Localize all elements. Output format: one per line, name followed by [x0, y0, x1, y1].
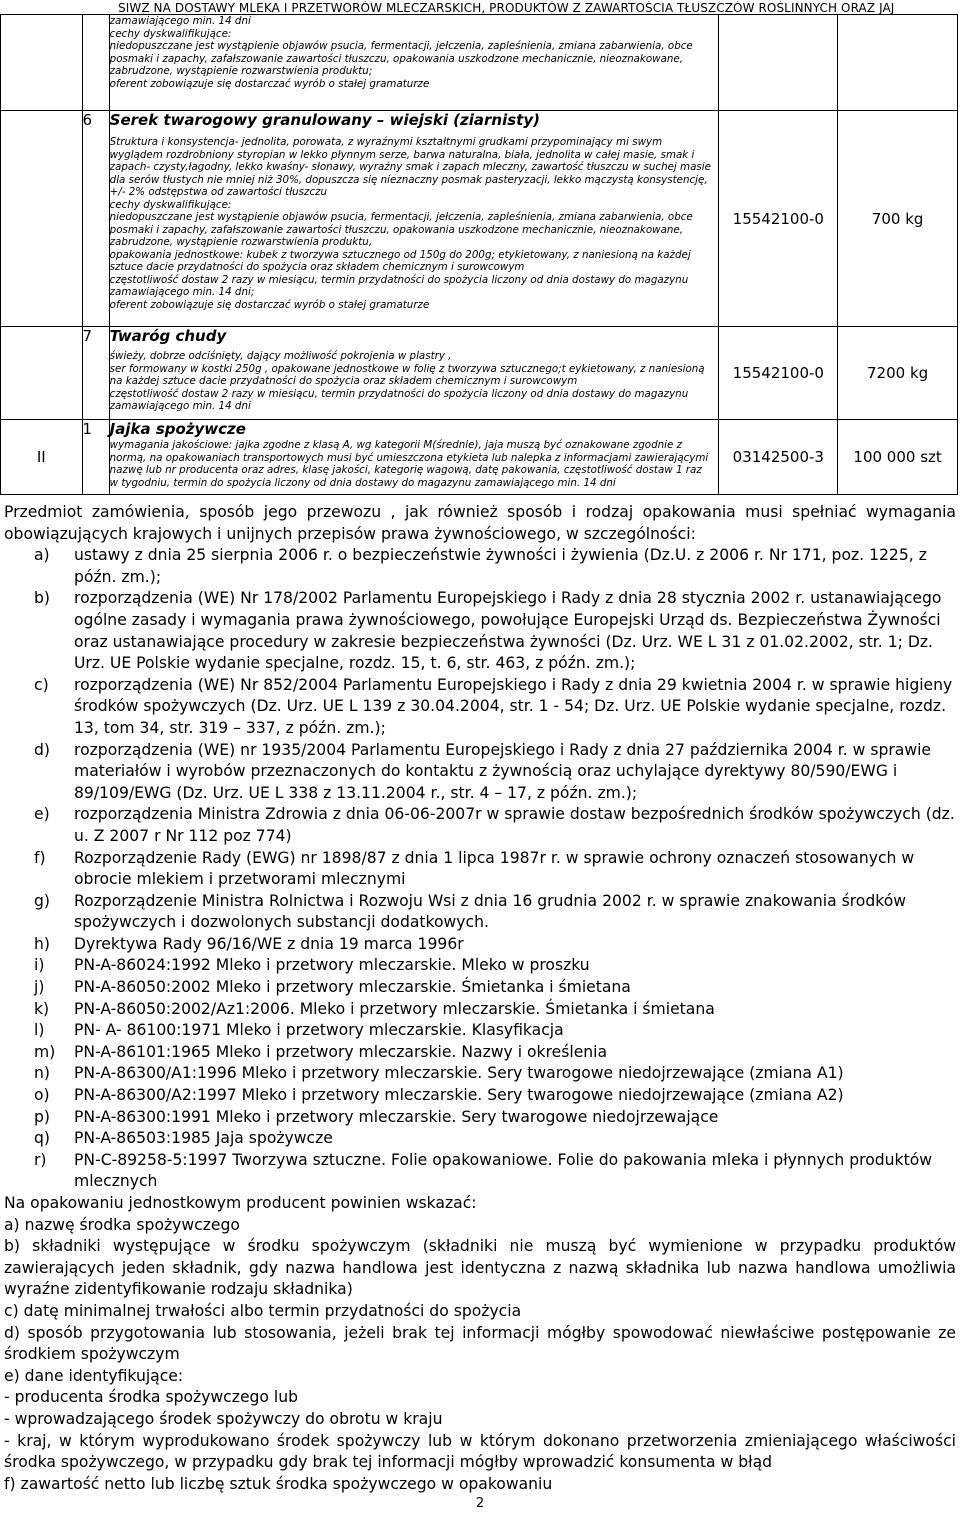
item-number: 1	[82, 420, 109, 495]
table-row	[1, 15, 958, 111]
item-description: Serek twarogowy granulowany – wiejski (ziarnisty) Struktura i konsystencja- jednolita, porowata, z wyraźnymi kształtnymi grudkami przypominający mi swym wyglądem rozdrobniony styropian w lekko płynnym serze, barwa naturalna, biała, jednolita w całej masie, smak i zapach- czysty,łagodny, lekko kwaśny- słonawy, wyraźny smak i zapach mleczny, zawartość tłuszczu w suchej masie dla serów tłustych nie mniej niż 30%, dopuszcza się nieznaczny posmak pasteryzacji, lekko mączystą konsystencję, +/- 2% odstępstwa od zawartości tłuszczu cechy dyskwalifikujące: niedopuszczane jest wystąpienie objawów psucia, fermentacji, jełczenia, zapleśnienia, zmiana zabarwienia, obce posmaki i zapachy, zafałszowanie zawartości tłuszczu, opakowania uszkodzone mechanicznie, nieoznakowane, zabrudzone, wystąpienie rozwarstwienia produktu, opakowania jednostkowe: kubek z tworzywa sztucznego od 150g do 200g; etykietowany, z naniesioną na każdej sztuce dacie przydatności do spożycia oraz składem chemicznym i surowcowym częstotliwość dostaw 2 razy w miesiącu, termin przydatności do spożycia liczony od dnia dostawy do magazynu zamawiającego min. 14 dni; oferent zobowiązuje się dostarczać wyrób o stałej gramaturze	[109, 111, 719, 327]
quantity: 7200 kg	[838, 327, 958, 420]
table-row	[1, 420, 958, 495]
row-continuation-description: zamawiającego min. 14 dni cechy dyskwalifikujące: niedopuszczane jest wystąpienie objawów psucia, fermentacji, jełczenia, zapleśnienia, zmiana zabarwienia, obce posmaki i zapachy, zafałszowanie zawartości tłuszczu, opakowania uszkodzone mechanicznie, nieoznakowane, zabrudzone, wystąpienie rozwarstwienia produktu; oferent zobowiązuje się dostarczać wyrób o stałej gramaturze	[109, 15, 719, 111]
page-header: SIWZ NA DOSTAWY MLEKA I PRZETWORÓW MLECZARSKICH, PRODUKTÓW Z ZAWARTOŚCIA TŁUSZCZÓW ROŚLINNYCH ORAZ JAJ	[118, 1, 895, 15]
table-row	[1, 111, 958, 327]
list-item: p) PN-A-86300:1991 Mleko i przetwory mleczarskie. Sery twarogowe niedojrzewające	[34, 1107, 719, 1126]
list-item: d) rozporządzenia (WE) nr 1935/2004 Parlamentu Europejskiego i Rady z dnia 27 października 2004 r. w sprawie materiałów i wyrobów przeznaczonych do kontaktu z żywnością oraz uchylające dyrektywy 80/590/EWG i 89/109/EWG (Dz. Urz. UE L 338 z 13.11.2004 r., str. 4 – 17, z późn. zm.);	[34, 740, 932, 802]
item-description: Jajka spożywcze wymagania jakościowe: jajka zgodne z klasą A, wg kategorii M(średnie), jaja muszą być oznakowane zgodnie z normą, na opakowaniach transportowych musi być umieszczona etykieta lub nalepka z informacjami zawierającymi nazwę lub nr producenta oraz adres, klasę jakości, kategorię wagową, datę pakowania, częstotliwość dostaw 1 raz w tygodniu, termin do spożycia liczony od dnia dostawy do magazynu zamawiającego min. 14 dni	[109, 420, 719, 495]
cpv-code: 15542100-0	[719, 327, 838, 420]
cpv-code: 15542100-0	[719, 111, 838, 327]
item-title: Jajka spożywcze	[109, 420, 246, 438]
item-description: Twaróg chudy świeży, dobrze odciśnięty, dający możliwość pokrojenia w plastry , ser formowany w kostki 250g , opakowane jednostkowe w folię z tworzywa sztucznego;t eykietowany, z naniesioną na każdej sztuce dacie przydatności do spożycia oraz składem chemicznym i surowcowym częstotliwość dostaw 2 razy w miesiącu, termin przydatności do spożycia liczony od dnia dostawy do magazynu zamawiającego min. 14 dni	[109, 327, 719, 420]
cpv-code: 03142500-3	[719, 420, 838, 495]
regulations-list	[4, 545, 956, 1193]
list-item: r) PN-C-89258-5:1997 Tworzywa sztuczne. Folie opakowaniowe. Folie do pakowania mleka i płynnych produktów mlecznych	[34, 1150, 932, 1191]
list-item: c) rozporządzenia (WE) Nr 852/2004 Parlamentu Europejskiego i Rady z dnia 29 kwietnia 2004 r. w sprawie higieny środków spożywczych (Dz. Urz. UE L 139 z 30.04.2004, str. 1 - 54; Dz. Urz. UE Polskie wydanie specjalne, rozdz. 13, tom 34, str. 319 – 337, z późn. zm.);	[34, 675, 953, 737]
list-item: l) PN- A- 86100:1971 Mleko i przetwory mleczarskie. Klasyfikacja	[34, 1021, 564, 1040]
section-number: II	[1, 420, 83, 495]
page-number: 2	[475, 1496, 485, 1511]
list-item: k) PN-A-86050:2002/Az1:2006. Mleko i przetwory mleczarskie. Śmietanka i śmietana	[34, 999, 715, 1018]
list-item: q) PN-A-86503:1985 Jaja spożywcze	[34, 1129, 333, 1148]
intro-paragraph: Przedmiot zamówienia, sposób jego przewozu , jak również sposób i rodzaj opakowania musi spełniać wymagania obowiązujących krajowych i unijnych przepisów prawa żywnościowego, w szczególności:	[4, 503, 956, 543]
list-item: n) PN-A-86300/A1:1996 Mleko i przetwory mleczarskie. Sery twarogowe niedojrzewające (zmiana A1)	[34, 1064, 844, 1083]
packaging-requirements: Na opakowaniu jednostkowym producent powinien wskazać: a) nazwę środka spożywczego b) składniki występujące w środku spożywczym (składniki nie muszą być wymienione w przypadku produktów zawierających jeden składnik, gdy nazwa handlowa jest identyczna z nazwą składnika lub nazwa handlowa umożliwia wyraźne zidentyfikowanie rodzaju składnika) c) datę minimalnej trwałości albo termin przydatności do spożycia d) sposób przygotowania lub stosowania, jeżeli brak tej informacji mógłby spowodować niewłaściwe postępowanie ze środkiem spożywczym e) dane identyfikujące: - producenta środka spożywczego lub - wprowadzającego środek spożywczy do obrotu w kraju - kraj, w którym wyprodukowano środek spożywczy lub w którym dokonano przetworzenia zmieniającego właściwości środka spożywczego, w przypadku gdy brak tej informacji mógłby wprowadzić konsumenta w błąd f) zawartość netto lub liczbę sztuk środka spożywczego w opakowaniu	[4, 1194, 956, 1493]
list-item: o) PN-A-86300/A2:1997 Mleko i przetwory mleczarskie. Sery twarogowe niedojrzewające (zmiana A2)	[34, 1086, 844, 1105]
list-item: i) PN-A-86024:1992 Mleko i przetwory mleczarskie. Mleko w proszku	[34, 956, 590, 975]
body-text	[4, 502, 956, 1495]
product-table	[0, 14, 958, 495]
list-item: f) Rozporządzenie Rady (EWG) nr 1898/87 z dnia 1 lipca 1987r r. w sprawie ochrony oznaczeń stosowanych w obrocie mlekiem i przetworami mlecznymi	[34, 848, 915, 889]
list-item: g) Rozporządzenie Ministra Rolnictwa i Rozwoju Wsi z dnia 16 grudnia 2002 r. w sprawie znakowania środków spożywczych i dozwolonych substancji dodatkowych.	[34, 891, 907, 932]
item-number: 7	[82, 327, 109, 420]
list-item: h) Dyrektywa Rady 96/16/WE z dnia 19 marca 1996r	[34, 934, 464, 953]
item-title: Twaróg chudy	[109, 327, 227, 345]
quantity: 100 000 szt	[838, 420, 958, 495]
list-item: b) rozporządzenia (WE) Nr 178/2002 Parlamentu Europejskiego i Rady z dnia 28 stycznia 2002 r. ustanawiającego ogólne zasady i wymagania prawa żywnościowego, powołujące Europejski Urząd ds. Bezpieczeństwa Żywności oraz ustanawiające procedury w zakresie bezpieczeństwa żywności (Dz. Urz. WE L 31 z 01.02.2002, str. 1; Dz. Urz. UE Polskie wydanie specjalne, rozdz. 15, t. 6, str. 463, z późn. zm.);	[34, 589, 942, 673]
table-row	[1, 327, 958, 420]
item-number: 6	[82, 111, 109, 327]
quantity: 700 kg	[838, 111, 958, 327]
list-item: a) ustawy z dnia 25 sierpnia 2006 r. o bezpieczeństwie żywności i żywienia (Dz.U. z 2006 r. Nr 171, poz. 1225, z późn. zm.);	[34, 546, 927, 586]
item-title: Serek twarogowy granulowany – wiejski (ziarnisty)	[109, 111, 540, 129]
list-item: j) PN-A-86050:2002 Mleko i przetwory mleczarskie. Śmietanka i śmietana	[34, 978, 631, 997]
list-item: e) rozporządzenia Ministra Zdrowia z dnia 06-06-2007r w sprawie dostaw bezpośrednich środków spożywczych (dz. u. Z 2007 r Nr 112 poz 774)	[34, 805, 955, 845]
list-item: m) PN-A-86101:1965 Mleko i przetwory mleczarskie. Nazwy i określenia	[34, 1042, 608, 1061]
